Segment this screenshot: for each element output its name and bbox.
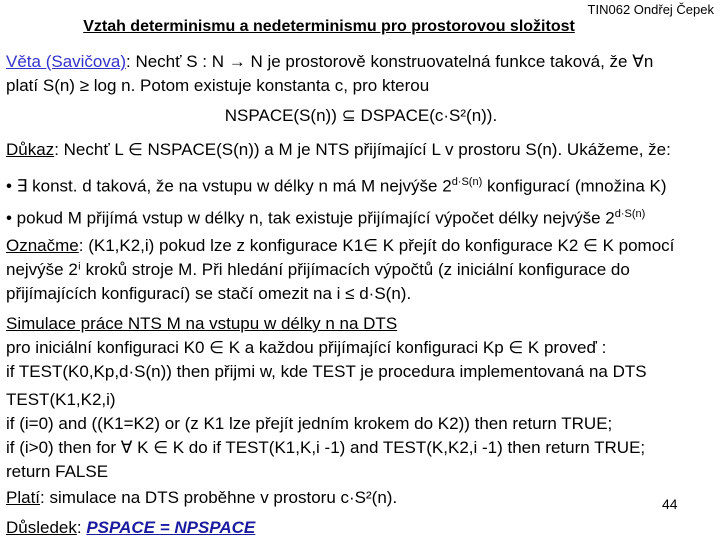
- simulation-heading-text: Simulace práce NTS M na vstupu w délky n na DTS: [6, 314, 398, 333]
- header-author: TIN062 Ondřej Čepek: [587, 2, 714, 17]
- proof-bullet-1-sup: d·S(n): [451, 176, 483, 188]
- conclusion-text: : simulace na DTS proběhne v prostoru c·S²(n).: [40, 488, 398, 507]
- corollary-sep: :: [76, 518, 87, 537]
- page-number: 44: [662, 496, 678, 512]
- corollary-line: [6, 516, 716, 540]
- theorem-text-1: : Nechť S : N → N je prostorově konstruovatelná funkce taková, že ∀n: [126, 52, 654, 71]
- proof-bullet-1: [6, 170, 716, 199]
- slide-title-text: Vztah determinismu a nedeterminismu pro prostorovou složitost: [83, 18, 575, 35]
- theorem-label: Věta (Savičova): [6, 52, 126, 71]
- conclusion-label: Platí: [6, 488, 41, 507]
- conclusion-line: [6, 486, 716, 510]
- proof-bullet-1-a: • ∃ konst. d taková, že na vstupu w délky n má M nejvýše 2: [6, 176, 452, 196]
- slide-title: [0, 18, 720, 36]
- procedure-line-4: return FALSE: [6, 462, 109, 481]
- notation-line-3: přijímajících konfigurací) se stačí omezit na i ≤ d·S(n).: [6, 284, 412, 303]
- proof-bullet-2-sup: d·S(n): [614, 208, 646, 220]
- simulation-heading: [6, 312, 716, 336]
- corollary-label: Důsledek: [6, 518, 77, 537]
- proof-bullet-2-a: • pokud M přijímá vstup w délky n, tak existuje přijímající výpočet délky nejvýše 2: [6, 208, 615, 228]
- procedure-line-2: if (i=0) and ((K1=K2) or (z K1 lze přejít jedním krokem do K2)) then return TRUE;: [6, 414, 613, 433]
- proof-intro-text: : Nechť L ∈ NSPACE(S(n)) a M je NTS přijímající L v prostoru S(n). Ukážeme, že:: [54, 140, 671, 159]
- proof-bullet-2: [6, 202, 716, 231]
- procedure-line-1: TEST(K1,K2,i): [6, 390, 116, 409]
- simulation-line-1: pro iniciální konfiguraci K0 ∈ K a každou přijímající konfiguraci Kp ∈ K proveď :: [6, 338, 607, 357]
- simulation-line-2: if TEST(K0,Kp,d·S(n)) then přijmi w, kde TEST je procedura implementovaná na DTS: [6, 362, 647, 381]
- theorem-line-2: platí S(n) ≥ log n. Potom existuje konstanta c, pro kterou: [6, 76, 430, 95]
- notation-text-1: : (K1,K2,i) pokud lze z konfigurace K1∈ K přejít do konfigurace K2 ∈ K pomocí: [78, 236, 675, 255]
- proof-intro: [6, 138, 716, 162]
- corollary-text: PSPACE = NPSPACE: [86, 518, 256, 537]
- notation-line-2: nejvýše 2ⁱ kroků stroje M. Při hledání přijímacích výpočtů (z iniciální konfigurace do: [6, 260, 630, 279]
- proof-bullet-1-b: konfigurací (množina K): [482, 176, 667, 196]
- procedure-line-3: if (i>0) then for ∀ K ∈ K do if TEST(K1,K,i -1) and TEST(K,K2,i -1) then return TRUE;: [6, 438, 646, 457]
- notation-line-1: [6, 234, 716, 258]
- theorem-line-1: [6, 50, 716, 74]
- proof-label: Důkaz: [6, 140, 55, 159]
- notation-label: Označme: [6, 236, 79, 255]
- theorem-formula: NSPACE(S(n)) ⊆ DSPACE(c·S²(n)).: [224, 106, 498, 125]
